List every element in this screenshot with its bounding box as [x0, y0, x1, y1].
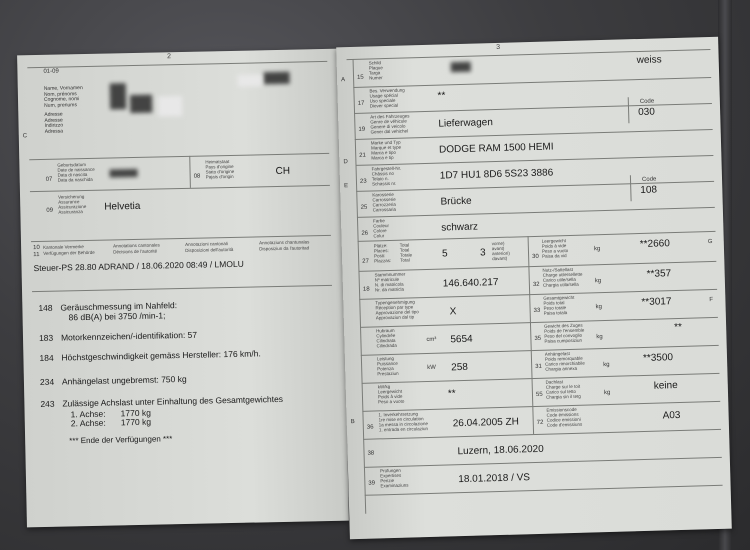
home-country-value: CH [275, 165, 291, 178]
entry-text: Höchstgeschwindigkeit gemäss Hersteller: 176 km/h. [61, 348, 261, 363]
row-code: 23 [359, 178, 367, 185]
code-label: Code [641, 176, 657, 183]
code-08: 08 [193, 173, 201, 180]
side-letter-e: E [344, 183, 349, 190]
divider [532, 406, 534, 434]
row-label: Art des Fahrzeuges Genre de véhicule Genere di veicolo Gener dal vehichel [370, 113, 410, 135]
end-note: *** Ende der Verfügungen *** [69, 434, 173, 446]
power-value: 258 [451, 361, 469, 374]
code-label: Code [639, 98, 655, 105]
cantonal-header: Annotations cantonales [113, 242, 160, 249]
row-code: 72 [536, 419, 544, 426]
grid-left-label: Typengenehmigung Réception par type Approvazione del tipo Approvaziun dal tip [375, 299, 419, 321]
side-letter-c: C [22, 133, 28, 140]
cantonal-header: Kantonale Vermerke [43, 244, 84, 250]
grid-right-label: Gesamtgewicht Poids total Peso totale Paisa totala [543, 294, 575, 316]
divider [27, 61, 327, 68]
code-ch: 01-09 [43, 68, 59, 75]
cantonal-sub: Disposizioni dell'autorità [185, 246, 234, 253]
entry-text: Motorkennzeichen/-identifikation: 57 [60, 329, 198, 343]
places-front-value: 3 [479, 247, 486, 259]
empty-weight-label: Leergewicht Poids à vide Peso a vuoto Paisa da vid [541, 238, 569, 259]
entry-code: 184 [39, 352, 54, 364]
divider [30, 185, 330, 192]
redacted-address [158, 96, 182, 116]
entry-text: Anhängelast ungebremst: 750 kg [61, 373, 187, 387]
row-code: 27 [362, 258, 369, 265]
address-label: Adresse Adresse Indirizzo Adressa [44, 111, 64, 135]
displacement-value: 5654 [450, 333, 473, 346]
divider [630, 175, 632, 201]
cantonal-sub: Disposiziun da l'autoritad [259, 245, 310, 252]
emission-code-label: Emissionscode Code émissions Codice emissioni Code d'emissiuns [546, 406, 583, 428]
unit-kg: kg [603, 361, 610, 369]
row-code: 19 [358, 126, 366, 133]
code-11: 11 [33, 251, 40, 259]
unit-kg: kg [593, 246, 601, 253]
divider [628, 97, 630, 123]
inspection-label: Prüfungen Expertises Perizie Examinaziuns [379, 467, 409, 489]
divider [32, 285, 332, 292]
redacted-id [238, 74, 262, 86]
vehicle-type-code: 030 [637, 106, 655, 119]
cantonal-sub: Décisions de l'autorité [113, 248, 158, 255]
special-use-value: ** [437, 90, 446, 102]
cantonal-sub: Verfügungen der Behörde [43, 249, 95, 256]
row-code: 38 [367, 450, 375, 457]
first-registration-value: 26.04.2005 ZH [452, 416, 520, 430]
row-label: Schild Plaque Targa Numer [368, 60, 383, 81]
row-label: Karosserie Carrosserie Carrozzeria Carrossaria [372, 191, 397, 213]
grid-left-label: Hubraum Cylindrée Cilindrata Cilindrada [376, 327, 397, 349]
row-code: 39 [368, 480, 376, 487]
grid-left-label: Leistung Puissance Potenza Prestaziun [376, 355, 399, 377]
body-type-value: Brücke [440, 195, 472, 208]
page-number-right: 3 [496, 43, 501, 51]
vehicle-type-value: Lieferwagen [438, 117, 494, 130]
code-09: 09 [46, 207, 54, 214]
entry-code: 234 [39, 376, 55, 388]
unit-kg: kg [594, 278, 602, 285]
row-code: 17 [357, 100, 365, 107]
registration-number-value: 146.640.217 [442, 276, 499, 290]
redacted-birthdate [110, 169, 138, 178]
steuer-line: Steuer-PS 28.80 ADRAND / 18.06.2020 08:49 / LMOLU [33, 258, 244, 274]
side-letter-g: G [707, 239, 713, 246]
entry-code: 243 [40, 398, 55, 410]
entry-text: Geräuschmessung im Nahfeld: [60, 300, 178, 313]
payload-value: **357 [646, 268, 672, 280]
row-label: Farbe Couleur Colore Colur [372, 218, 390, 239]
axle-value: 1770 kg [120, 416, 152, 428]
trailer-load-value: **3500 [642, 352, 674, 364]
cantonal-header: Annotazioni cantonali [185, 241, 228, 247]
chassis-number-value: 1D7 HU1 8D6 5S23 3886 [439, 167, 554, 182]
row-code: 18 [362, 286, 370, 293]
row-label: Bes. Verwendung Usage spécial Uso speciale Diever special [369, 87, 405, 109]
roof-load-value: keine [653, 380, 678, 392]
redacted-id [263, 72, 289, 85]
home-label: Heimatstaat Pays d'origine Stato d'origine Pajais d'origin [205, 159, 235, 180]
unit-cm3: cm³ [426, 336, 437, 344]
place-date-value: Luzern, 18.06.2020 [457, 443, 544, 458]
axle-value: 1770 kg [120, 407, 151, 419]
row-code: 33 [533, 307, 541, 315]
code-10: 10 [33, 244, 40, 252]
total-label: Total Total Totale Total [399, 242, 413, 263]
grid-right-label: Gewicht des Zuges Poids de l'ensemble Peso del convoglio Paisa cumposiziun [544, 322, 585, 344]
first-registration-label: 1. Inverkehrsetzung 1re mise en circulation 1a messa in circolazione 1. entrada en circulaziun [378, 411, 429, 433]
entry-text: Zulässige Achslast unter Einhaltung des Gesamtgewichtes [62, 393, 284, 409]
grid-right-label: Anhängelast Poids remorquable Carico rimorchiabile Chargia annexa [544, 351, 585, 372]
row-code: 36 [366, 424, 374, 431]
divider [189, 156, 191, 188]
empty-weight-value: **2660 [639, 238, 671, 251]
entry-sub: 86 dB(A) bei 3750 /min-1; [68, 310, 166, 323]
cantonal-header: Annotaziuns chantunalas [259, 239, 310, 246]
row-label: Fahrgestell-Nr. Châssis no Telaio n. Schassis nr. [371, 165, 402, 187]
make-model-value: DODGE RAM 1500 HEMI [438, 141, 554, 156]
redacted-name [130, 95, 152, 113]
side-letter-b: B [350, 419, 355, 426]
inspection-value: 18.01.2018 / VS [458, 472, 531, 486]
axle-label: 2. Achse: [70, 417, 106, 429]
code-07: 07 [45, 176, 53, 183]
entry-code: 148 [38, 302, 53, 314]
redacted-plate [451, 62, 471, 73]
name-label: Name, Vornamen Nom, prénoms Cognome, nomi Num, prenums [43, 85, 83, 109]
row-code: 25 [360, 204, 368, 211]
row-code: 21 [359, 152, 367, 159]
row-code: 15 [356, 74, 364, 81]
divider [364, 457, 722, 468]
divider [29, 153, 329, 160]
emission-code-value: A03 [662, 409, 681, 422]
axle-label: 1. Achse: [70, 408, 106, 420]
entry-code: 183 [38, 332, 54, 344]
places-label: Plätze: Places: Posti: Plazzas: [373, 243, 392, 264]
train-weight-value: ** [674, 321, 683, 334]
birth-label: Geburtsdatum Date de naissance Data di nascita Data da naschida [57, 162, 95, 183]
row-code: 31 [535, 363, 542, 370]
side-letter-a: A [341, 77, 346, 84]
weight-ratio-value: ** [447, 388, 456, 400]
row-code: 55 [535, 391, 543, 398]
plate-color-value: weiss [636, 54, 662, 67]
total-weight-value: **3017 [641, 296, 672, 309]
row-code: 35 [534, 335, 542, 343]
right-page [336, 37, 732, 539]
color-value: schwarz [441, 221, 479, 234]
type-approval-value: X [449, 306, 457, 318]
unit-kg: kg [596, 334, 603, 341]
grid-right-label: Dachlast Charge sur le toit Carico sul tetto Chargia sin il tetg [545, 379, 581, 400]
row-label: Marke und Typ Marque et type Marca e tipo Marca e tip [370, 139, 402, 161]
redacted-name [110, 83, 127, 109]
front-label: vorne) avant) anteriori) davant) [491, 240, 510, 262]
page-number-left: 2 [167, 53, 172, 61]
row-code: 30 [532, 253, 539, 261]
left-page [17, 49, 349, 528]
places-total-value: 5 [441, 248, 448, 260]
side-letter-f: F [709, 297, 714, 304]
row-code: 26 [361, 230, 369, 237]
unit-kw: kW [427, 364, 436, 372]
grid-right-label: Nutz-/Sattellast Charge utile/sellette Carico utile/sella Chargia utila/sella [542, 266, 583, 288]
grid-left-label: kW/kg Leergewicht Poids à vide Peso a vuoto [377, 384, 405, 405]
unit-kg: kg [603, 389, 611, 397]
unit-kg: kg [595, 304, 602, 311]
insurance-label: Versicherung Assurance Assicurazione Assicuranza [58, 194, 87, 215]
grid-left-label: Stammnummer Nº matricule N. di matricola Nr. da matricla [374, 271, 406, 293]
row-code: 32 [532, 281, 540, 289]
insurance-value: Helvetia [104, 200, 141, 213]
side-letter-d: D [343, 159, 348, 166]
body-type-code: 108 [640, 184, 658, 196]
